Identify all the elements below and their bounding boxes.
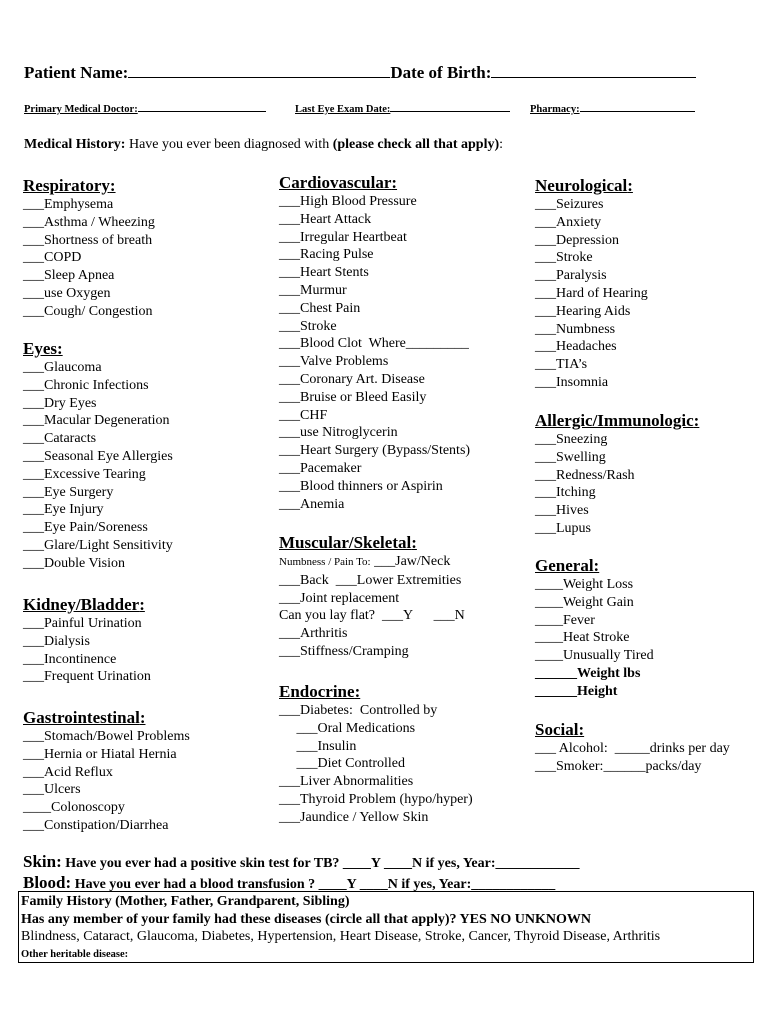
muscular-title: Muscular/Skeletal <box>279 533 412 552</box>
checklist-item[interactable]: ___Cough/ Congestion <box>23 303 153 319</box>
checklist-item[interactable]: ___Redness/Rash <box>535 467 635 483</box>
checklist-item[interactable]: ___use Oxygen <box>23 285 111 301</box>
checklist-item[interactable]: ___Eye Pain/Soreness <box>23 520 148 536</box>
family-title: Family History (Mother, Father, Grandparent, Sibling) <box>21 894 350 909</box>
general-list <box>535 576 654 701</box>
checklist-item[interactable]: ___Headaches <box>535 339 617 355</box>
section-cardio: Cardiovascular: ___High Blood Pressure ___Heart Attack ___Irregular Heartbeat ___Racing Pulse ___Heart Stents ___Murmur ___Chest Pain ___Stroke ___Blood Clot Where_________ ___Valve Problems ___Coronary Art. Disease ___Bruise or Bleed Easily ___CHF ___use Nitroglycerin ___Heart Surgery (Bypass/Stents) ___Pacemaker ___Blood thinners or Aspirin ___Anemia <box>279 173 471 512</box>
checklist-item[interactable]: ___Frequent Urination <box>23 669 151 685</box>
section-endocrine: Endocrine: ___Diabetes: Controlled by ___Oral Medications ___Insulin ___Diet Controlled ___Liver Abnormalities ___Thyroid Problem (hypo/hyper) ___Jaundice / Yellow Skin <box>279 682 473 825</box>
eye-exam-field[interactable] <box>390 111 510 112</box>
checklist-item[interactable]: ___Chronic Infections <box>23 377 149 393</box>
cardio-title: Cardiovascular <box>279 173 392 192</box>
section-muscular: Muscular/Skeletal: Numbness / Pain To: ___Jaw/Neck ___Back ___Lower Extremities ___Joint replacement Can you lay flat? ___Y ___N ___Arthritis ___Stiffness/Cramping <box>279 533 465 659</box>
checklist-item[interactable]: ____Weight Loss <box>535 577 634 592</box>
checklist-item[interactable]: ___Depression <box>535 232 619 248</box>
checklist-item[interactable]: ___Asthma / Wheezing <box>23 214 155 230</box>
medical-history-instruction: (please check all that apply) <box>332 137 500 152</box>
skin-row <box>23 852 579 872</box>
checklist-item[interactable]: ___Pacemaker <box>279 460 362 476</box>
weight-field[interactable]: ______Weight lbs <box>535 665 641 681</box>
checklist-item[interactable]: ____Fever <box>535 612 595 628</box>
family-history-box <box>18 891 754 963</box>
skin-question[interactable]: Have you ever had a positive skin test for TB? ____Y ____N if yes, Year:____________ <box>61 856 580 871</box>
checklist-item[interactable]: ___Stroke <box>535 250 593 266</box>
checklist-item[interactable]: ___Glaucoma <box>23 360 102 375</box>
kidney-list <box>23 615 151 686</box>
checklist-item[interactable]: ___Paralysis <box>535 268 607 284</box>
checklist-item[interactable]: ___Macular Degeneration <box>23 413 170 429</box>
checklist-item[interactable]: ___Stomach/Bowel Problems <box>23 729 190 744</box>
checklist-item[interactable]: ___Smoker:______packs/day <box>535 758 702 774</box>
eye-exam-label: Last Eye Exam Date: <box>295 104 391 115</box>
social-title: Social <box>535 720 579 739</box>
eyes-title: Eyes <box>23 339 57 358</box>
numbness-label: Numbness / Pain To: <box>279 556 371 568</box>
checklist-item[interactable]: ___Sleep Apnea <box>23 268 115 284</box>
checklist-item[interactable]: ___Double Vision <box>23 555 125 571</box>
pharmacy-label: Pharmacy: <box>530 104 580 115</box>
checklist-item[interactable]: ___Ulcers <box>23 782 81 798</box>
eyes-list <box>23 359 173 573</box>
checklist-item[interactable]: ___Joint replacement <box>279 590 400 606</box>
neuro-title: Neurological <box>535 176 628 195</box>
family-diseases[interactable]: Blindness, Cataract, Glaucoma, Diabetes, Hypertension, Heart Disease, Stroke, Cancer, Thyroid Disease, Arthritis <box>21 929 661 944</box>
checklist-item[interactable]: ___Dialysis <box>23 633 90 649</box>
medical-history-question: Have you ever been diagnosed with <box>125 137 333 152</box>
respiratory-list <box>23 196 155 321</box>
endocrine-title: Endocrine <box>279 682 355 701</box>
checklist-item[interactable]: ___Seasonal Eye Allergies <box>23 448 173 464</box>
checklist-item[interactable]: ___Eye Injury <box>23 502 104 518</box>
height-field[interactable]: ______Height <box>535 683 618 699</box>
patient-name-row <box>24 63 696 83</box>
medical-history-colon: : <box>499 137 504 152</box>
checklist-item[interactable]: ___Dry Eyes <box>23 395 97 411</box>
checklist-item[interactable]: ___COPD <box>23 250 82 266</box>
section-social: Social: ___ Alcohol: _____drinks per day ___Smoker:______packs/day <box>535 720 730 774</box>
checklist-item[interactable]: ___Oral Medications <box>279 720 416 736</box>
checklist-item[interactable]: ___Excessive Tearing <box>23 466 146 482</box>
checklist-item[interactable]: ___Numbness <box>535 321 616 337</box>
pharmacy-row <box>530 104 695 115</box>
skin-label: Skin: <box>23 852 62 871</box>
cardio-list <box>279 193 470 513</box>
checklist-item[interactable]: ___Heart Attack <box>279 211 372 227</box>
dob-label: Date of Birth: <box>390 63 492 82</box>
kidney-title: Kidney/Bladder <box>23 595 140 614</box>
checklist-item[interactable]: ____Weight Gain <box>535 594 634 610</box>
checklist-item[interactable]: ___use Nitroglycerin <box>279 425 398 441</box>
checklist-item[interactable]: ___Back ___Lower Extremities <box>279 572 462 588</box>
checklist-item[interactable]: ___ Alcohol: _____drinks per day <box>535 741 730 756</box>
dob-field[interactable] <box>491 77 696 78</box>
checklist-item[interactable]: ___Blood thinners or Aspirin <box>279 478 443 494</box>
checklist-item[interactable]: ___Diabetes: Controlled by <box>279 703 438 718</box>
neuro-list <box>535 196 648 392</box>
muscular-list <box>279 553 465 661</box>
medical-history-line <box>24 137 503 153</box>
checklist-item[interactable]: ___Lupus <box>535 520 591 536</box>
checklist-item[interactable]: ___Shortness of breath <box>23 232 153 248</box>
section-eyes: Eyes: ___Glaucoma ___Chronic Infections ___Dry Eyes ___Macular Degeneration ___Cataracts ___Seasonal Eye Allergies ___Excessive Tearing ___Eye Surgery ___Eye Injury ___Eye Pain/Soreness ___Glare/Light Sensitivity ___Double Vision <box>23 339 173 571</box>
checklist-item[interactable]: ___Hernia or Hiatal Hernia <box>23 746 177 762</box>
checklist-item[interactable]: ___Eye Surgery <box>23 484 114 500</box>
section-gastro: Gastrointestinal: ___Stomach/Bowel Problems ___Hernia or Hiatal Hernia ___Acid Reflux ___Ulcers ____Colonoscopy ___Constipation/Diarrhea <box>23 708 190 833</box>
checklist-item[interactable]: ___Insulin <box>279 738 357 754</box>
checklist-item[interactable]: ___Sneezing <box>535 432 608 447</box>
checklist-item[interactable]: ___Stiffness/Cramping <box>279 643 409 659</box>
checklist-item[interactable]: ___Insomnia <box>535 374 609 390</box>
checklist-item[interactable]: ___Liver Abnormalities <box>279 774 414 790</box>
allergic-title: Allergic/Immunologic <box>535 411 694 430</box>
doctor-label: Primary Medical Doctor: <box>24 104 138 115</box>
checklist-item[interactable]: ___Anemia <box>279 496 345 512</box>
checklist-item[interactable]: ___Incontinence <box>23 651 117 667</box>
checklist-item[interactable]: ___Acid Reflux <box>23 764 113 780</box>
checklist-item[interactable]: ___Coronary Art. Disease <box>279 371 425 387</box>
patient-name-label: Patient Name: <box>24 63 129 82</box>
checklist-item[interactable]: ___Arthritis <box>279 626 348 642</box>
checklist-item[interactable]: ___Painful Urination <box>23 616 142 631</box>
numbness-item[interactable]: ___Jaw/Neck <box>370 554 451 569</box>
checklist-item[interactable]: ___TIA’s <box>535 357 588 373</box>
section-general: General: ____Weight Loss ____Weight Gain ____Fever ____Heat Stroke ____Unusually Tired ______Weight lbs ______Height <box>535 556 654 699</box>
checklist-item[interactable]: ____Colonoscopy <box>23 800 125 816</box>
checklist-item[interactable]: ___Blood Clot Where_________ <box>279 336 469 352</box>
doctor-field[interactable] <box>138 111 266 112</box>
section-title: Respiratory: <box>23 176 116 195</box>
checklist-item[interactable]: ___High Blood Pressure <box>279 194 417 209</box>
section-neuro: Neurological: ___Seizures ___Anxiety ___Depression ___Stroke ___Paralysis ___Hard of Hearing ___Hearing Aids ___Numbness ___Headaches ___TIA’s ___Insomnia <box>535 176 648 390</box>
checklist-item[interactable]: Can you lay flat? ___Y ___N <box>279 608 465 624</box>
respiratory-title: Respiratory <box>23 176 110 195</box>
eye-exam-row <box>295 104 510 115</box>
section-respiratory <box>23 176 155 321</box>
checklist-item[interactable]: ___Hives <box>535 503 589 519</box>
checklist-item[interactable]: ___Jaundice / Yellow Skin <box>279 809 429 825</box>
checklist-item[interactable]: ____Heat Stroke <box>535 630 630 646</box>
endocrine-list <box>279 702 473 827</box>
checklist-item[interactable]: ___Thyroid Problem (hypo/hyper) <box>279 791 473 807</box>
blood-row <box>23 873 555 893</box>
allergic-list <box>535 431 699 538</box>
checklist-item[interactable]: ___Hearing Aids <box>535 303 631 319</box>
pharmacy-field[interactable] <box>580 111 695 112</box>
other-disease-label[interactable]: Other heritable disease: <box>21 948 129 960</box>
blood-question[interactable]: Have you ever had a blood transfusion ? ____Y ____N if yes, Year:____________ <box>71 877 556 892</box>
checklist-item[interactable]: ___Bruise or Bleed Easily <box>279 389 427 405</box>
section-allergic: Allergic/Immunologic: ___Sneezing ___Swelling ___Redness/Rash ___Itching ___Hives ___Lupus <box>535 411 700 536</box>
checklist-item[interactable]: ___Glare/Light Sensitivity <box>23 537 173 553</box>
social-list <box>535 740 730 776</box>
general-title: General <box>535 556 594 575</box>
checklist-item[interactable]: ___Hard of Hearing <box>535 285 648 301</box>
checklist-item[interactable]: ___Heart Stents <box>279 265 369 281</box>
gastro-list <box>23 728 190 835</box>
checklist-item[interactable]: ___Chest Pain <box>279 300 361 316</box>
checklist-item[interactable]: ___Constipation/Diarrhea <box>23 817 169 833</box>
patient-name-field[interactable] <box>128 77 390 78</box>
checklist-item[interactable]: ___CHF <box>279 407 328 423</box>
checklist-item[interactable]: ___Heart Surgery (Bypass/Stents) <box>279 443 471 459</box>
checklist-item[interactable]: ___Stroke <box>279 318 337 334</box>
checklist-item[interactable]: ___Emphysema <box>23 197 114 212</box>
doctor-row <box>24 104 266 115</box>
checklist-item[interactable]: ___Anxiety <box>535 214 602 230</box>
checklist-item[interactable]: ____Unusually Tired <box>535 648 654 664</box>
checklist-item[interactable]: ___Cataracts <box>23 431 97 447</box>
checklist-item[interactable]: ___Racing Pulse <box>279 247 374 263</box>
checklist-item[interactable]: ___Itching <box>535 485 596 501</box>
medical-history-label: Medical History: <box>24 137 126 152</box>
checklist-item[interactable]: ___Valve Problems <box>279 354 389 370</box>
checklist-item[interactable]: ___Swelling <box>535 449 606 465</box>
checklist-item[interactable]: ___Irregular Heartbeat <box>279 229 407 245</box>
section-kidney: Kidney/Bladder: ___Painful Urination ___Dialysis ___Incontinence ___Frequent Urination <box>23 595 151 685</box>
checklist-item[interactable]: ___Seizures <box>535 197 604 212</box>
checklist-item[interactable]: ___Murmur <box>279 282 347 298</box>
gastro-title: Gastrointestinal <box>23 708 140 727</box>
family-question[interactable]: Has any member of your family had these diseases (circle all that apply)? YES NO UNKNOWN <box>21 911 591 927</box>
checklist-item[interactable]: ___Diet Controlled <box>279 756 405 772</box>
blood-label: Blood: <box>23 873 72 892</box>
